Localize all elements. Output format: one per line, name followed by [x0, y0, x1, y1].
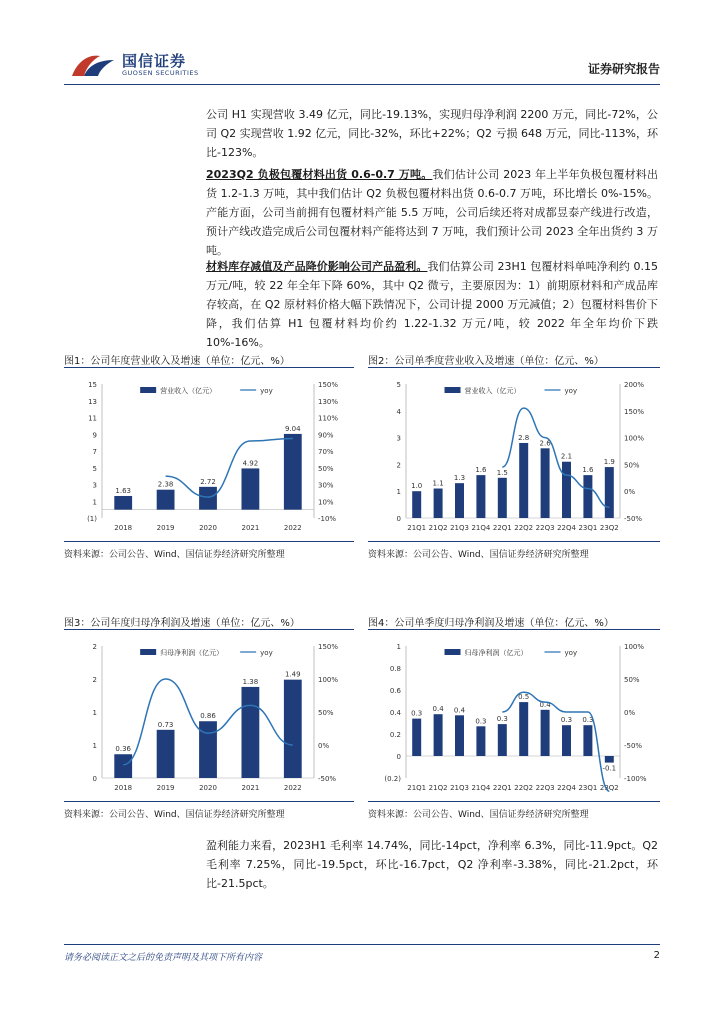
- x-tick-label: 22Q1: [492, 784, 512, 792]
- bar: [583, 475, 592, 518]
- y-tick-label: 3: [396, 434, 401, 443]
- logo-mark-icon: [70, 50, 116, 80]
- legend-bar-swatch: [140, 649, 156, 655]
- y-tick-label: 5: [396, 381, 401, 389]
- y-tick-label: 1: [92, 709, 97, 717]
- paragraph-3-text: 我们估算公司 23H1 包覆材料单吨净利约 0.15 万元/吨，较 22 年全年下降 60%，其中 Q2 微亏，主要原因为：1）前期原材料和产成品库存较高，在 Q2 原材料价格大幅下跌情况下，公司计提 2000 万元减值；2）包覆材料售价下降，我们估算 H1 包覆材料均价约 1.22-1.32 万元/吨，较 2022 年全年均价下跌 10%-16%。: [206, 260, 659, 349]
- bar: [114, 496, 132, 510]
- figure-2-rule: [368, 367, 660, 368]
- x-tick-label: 21Q3: [450, 524, 469, 532]
- figure-4-rule: [368, 629, 660, 630]
- x-tick-label: 21Q1: [407, 524, 427, 532]
- y-tick-label: 2: [92, 643, 97, 651]
- figure-1-title: 图1：公司年度营业收入及增速（单位：亿元、%）: [64, 356, 290, 367]
- figure-3-bottom-rule: [64, 801, 354, 802]
- bar: [519, 702, 528, 756]
- figure-4-title: 图4：公司单季度归母净利润及增速（单位：亿元、%）: [368, 618, 614, 629]
- bar: [157, 490, 175, 510]
- y-tick-label: 1: [92, 742, 97, 750]
- x-tick-label: 21Q4: [471, 524, 491, 532]
- y2-tick-label: 70%: [318, 448, 334, 456]
- x-tick-label: 2021: [241, 784, 260, 792]
- chart-annual-net-profit: [64, 632, 354, 800]
- bar: [541, 710, 550, 756]
- data-label: 2.8: [518, 433, 530, 442]
- y2-tick-label: 0%: [624, 709, 636, 717]
- figure-3-source: 资料来源：公司公告、Wind、国信证券经济研究所整理: [64, 810, 285, 820]
- y2-tick-label: 150%: [318, 381, 339, 389]
- bar: [562, 462, 571, 518]
- footer-divider: [64, 944, 660, 945]
- data-label: 0.3: [582, 716, 594, 725]
- paragraph-3: [206, 257, 658, 352]
- bar: [114, 754, 132, 778]
- figure-4-bottom-rule: [368, 801, 660, 802]
- y2-tick-label: 150%: [318, 643, 339, 651]
- chart-quarterly-net-profit: [368, 632, 660, 800]
- page-number: 2: [653, 950, 660, 961]
- legend-bar-label: 归母净利润（亿元）: [464, 649, 528, 657]
- y2-tick-label: -10%: [318, 515, 337, 523]
- bar: [583, 725, 592, 756]
- bar: [562, 725, 571, 756]
- y-tick-label: 2: [92, 676, 97, 684]
- legend-bar-swatch: [445, 649, 461, 655]
- data-label: 1.63: [115, 486, 131, 495]
- bar: [157, 730, 175, 778]
- x-tick-label: 2019: [156, 524, 175, 532]
- legend-bar-label: 营业收入（亿元）: [160, 387, 217, 395]
- y-tick-label: 1: [92, 498, 97, 507]
- bar: [284, 680, 302, 778]
- legend-bar-swatch: [445, 387, 461, 393]
- bar: [455, 715, 464, 756]
- data-label: 1.5: [496, 468, 508, 477]
- data-label: 0.4: [539, 700, 551, 709]
- data-label: 1.38: [242, 677, 259, 686]
- chart-annual-revenue: [64, 370, 354, 540]
- x-tick-label: 22Q4: [557, 524, 576, 532]
- paragraph-4: [206, 836, 658, 893]
- x-tick-label: 22Q3: [535, 784, 555, 792]
- data-label: 1.6: [582, 466, 594, 475]
- y2-tick-label: 10%: [318, 498, 334, 507]
- x-tick-label: 21Q2: [428, 784, 448, 792]
- paragraph-2-text: 我们估计公司 2023 年上半年负极包覆材料出货 1.2-1.3 万吨，其中我们估计 Q2 负极包覆材料出货 0.6-0.7 万吨，环比增长 0%-15%。产能方面，公司当前拥有包覆材料产能 5.5 万吨，公司后续还将对成都昱泰产线进行改造，预计产线改造完成后公司包覆材料产能将达到 7 万吨，我们预计公司 2023 全年出货约 3 万吨。: [206, 168, 658, 257]
- y-tick-label: 3: [92, 481, 97, 490]
- y-tick-label: 7: [92, 448, 97, 456]
- legend-bar-label: 营业收入（亿元）: [464, 387, 521, 395]
- bar: [241, 468, 259, 509]
- data-label: 1.0: [411, 482, 423, 491]
- y-tick-label: 0: [396, 753, 401, 761]
- y2-tick-label: 0%: [624, 488, 636, 497]
- x-tick-label: 23Q1: [578, 524, 598, 532]
- guosen-logo: [70, 50, 220, 80]
- bar: [498, 478, 507, 518]
- bar: [434, 489, 443, 518]
- x-tick-label: 2021: [241, 524, 260, 532]
- bar: [476, 475, 485, 518]
- data-label: 0.3: [560, 716, 573, 725]
- paragraph-3-heading: 材料库存减值及产品降价影响公司产品盈利。: [206, 260, 428, 273]
- paragraph-2-heading: 2023Q2 负极包覆材料出货 0.6-0.7 万吨。: [206, 168, 433, 181]
- x-tick-label: 22Q1: [492, 524, 512, 532]
- y-tick-label: 0.2: [389, 731, 401, 739]
- figure-1-bottom-rule: [64, 541, 354, 542]
- data-label: 1.49: [285, 670, 301, 679]
- x-tick-label: 2022: [283, 784, 302, 792]
- figure-3-title: 图3：公司年度归母净利润及增速（单位：亿元、%）: [64, 618, 300, 629]
- figure-2-title: 图2：公司单季度营业收入及增速（单位：亿元、%）: [368, 356, 604, 367]
- legend-line-label: yoy: [564, 387, 578, 395]
- disclaimer-note: 请务必阅读正文之后的免责声明及其项下所有内容: [64, 953, 263, 963]
- x-tick-label: 2020: [199, 524, 217, 532]
- bar: [605, 467, 614, 518]
- x-tick-label: 21Q3: [450, 784, 469, 792]
- legend-line-label: yoy: [564, 649, 578, 657]
- y-tick-label: 0.6: [389, 687, 401, 695]
- y-tick-label: 11: [88, 414, 97, 423]
- bar: [498, 724, 507, 756]
- x-tick-label: 21Q2: [428, 524, 448, 532]
- data-label: 0.4: [432, 705, 444, 714]
- data-label: 2.6: [539, 439, 551, 448]
- data-label: 0.36: [115, 745, 131, 754]
- data-label: 2.38: [157, 480, 174, 489]
- figure-2-bottom-rule: [368, 541, 660, 542]
- legend-bar-label: 归母净利润（亿元）: [160, 649, 224, 657]
- figure-1-rule: [64, 367, 354, 368]
- data-label: 1.3: [453, 474, 466, 483]
- y-tick-label: 13: [88, 397, 97, 406]
- x-tick-label: 2020: [199, 784, 217, 792]
- data-label: 1.9: [603, 458, 615, 467]
- paragraph-1: [206, 105, 658, 162]
- figure-1-source: 资料来源：公司公告、Wind、国信证券经济研究所整理: [64, 550, 285, 560]
- x-tick-label: 23Q1: [578, 784, 598, 792]
- data-label: 0.5: [518, 693, 530, 702]
- legend-line-label: yoy: [260, 387, 273, 395]
- legend-line-label: yoy: [260, 649, 273, 657]
- bar: [199, 721, 217, 778]
- yoy-line: [502, 692, 609, 791]
- bar: [412, 719, 421, 756]
- data-label: 9.04: [285, 424, 301, 433]
- x-tick-label: 2019: [156, 784, 175, 792]
- y-tick-label: (0.2): [384, 775, 401, 783]
- bar: [605, 756, 614, 763]
- y2-tick-label: 150%: [624, 407, 645, 416]
- data-label: 0.4: [453, 706, 466, 715]
- data-label: 0.3: [496, 715, 508, 724]
- y2-tick-label: 50%: [318, 709, 334, 717]
- figure-3-rule: [64, 629, 354, 630]
- y2-tick-label: 50%: [624, 676, 640, 684]
- chart-quarterly-revenue: [368, 370, 660, 540]
- y2-tick-label: -100%: [624, 775, 647, 783]
- y-tick-label: 1: [396, 488, 401, 497]
- y2-tick-label: 200%: [624, 381, 645, 389]
- yoy-line: [502, 408, 609, 507]
- legend-bar-swatch: [140, 387, 156, 393]
- x-tick-label: 21Q1: [407, 784, 427, 792]
- y2-tick-label: 100%: [624, 434, 645, 443]
- y-tick-label: 4: [396, 407, 401, 416]
- y-tick-label: 2: [396, 461, 401, 470]
- y2-tick-label: 50%: [318, 464, 334, 473]
- x-tick-label: 21Q4: [471, 784, 491, 792]
- y2-tick-label: 100%: [624, 643, 645, 651]
- bar: [541, 448, 550, 518]
- y-tick-label: 1: [396, 643, 401, 651]
- figure-4-source: 资料来源：公司公告、Wind、国信证券经济研究所整理: [368, 810, 589, 820]
- y-tick-label: 0: [92, 775, 97, 783]
- page-header: [64, 50, 660, 80]
- data-label: 0.3: [411, 709, 423, 718]
- logo-english: GUOSEN SECURITIES: [122, 69, 199, 77]
- x-tick-label: 23Q2: [599, 784, 619, 792]
- data-label: -0.1: [602, 764, 617, 773]
- y2-tick-label: 130%: [318, 397, 339, 406]
- yoy-line: [166, 438, 293, 497]
- y2-tick-label: -50%: [624, 742, 643, 750]
- y-tick-label: 15: [88, 381, 97, 389]
- x-tick-label: 22Q2: [514, 784, 534, 792]
- data-label: 2.1: [560, 452, 573, 461]
- x-tick-label: 22Q4: [557, 784, 576, 792]
- x-tick-label: 2018: [114, 524, 133, 532]
- y2-tick-label: 100%: [318, 676, 339, 684]
- paragraph-1-text: 公司 H1 实现营收 3.49 亿元，同比-19.13%，实现归母净利润 2200 万元，同比-72%，公司 Q2 实现营收 1.92 亿元，同比-32%，环比+22%；Q2 亏损 648 万元，同比-113%，环比-123%。: [206, 108, 658, 159]
- y2-tick-label: -50%: [318, 775, 337, 783]
- y-tick-label: 9: [92, 431, 97, 440]
- y2-tick-label: 0%: [318, 742, 330, 750]
- y-tick-label: 5: [92, 464, 97, 473]
- bar: [199, 487, 217, 510]
- data-label: 1.1: [432, 479, 444, 488]
- x-tick-label: 22Q3: [535, 524, 555, 532]
- bar: [434, 714, 443, 756]
- y2-tick-label: -50%: [624, 515, 643, 523]
- bar: [455, 483, 464, 518]
- y-tick-label: (1): [87, 515, 97, 523]
- y-tick-label: 0.8: [389, 665, 401, 673]
- header-divider: [64, 84, 660, 85]
- paragraph-2: [206, 165, 658, 260]
- data-label: 4.92: [242, 459, 259, 468]
- y-tick-label: 0: [396, 515, 401, 523]
- y2-tick-label: 110%: [318, 414, 339, 423]
- figure-2-source: 资料来源：公司公告、Wind、国信证券经济研究所整理: [368, 550, 589, 560]
- bar: [241, 687, 259, 778]
- logo-chinese: 国信证券: [122, 52, 187, 70]
- document-type: 证券研究报告: [587, 62, 660, 76]
- y2-tick-label: 30%: [318, 481, 334, 490]
- y2-tick-label: 90%: [318, 431, 334, 440]
- data-label: 0.86: [200, 712, 216, 721]
- data-label: 2.72: [200, 477, 216, 486]
- y-tick-label: 0.4: [389, 709, 401, 717]
- bar: [412, 491, 421, 518]
- y2-tick-label: 50%: [624, 461, 640, 470]
- data-label: 0.73: [157, 720, 174, 729]
- x-tick-label: 23Q2: [599, 524, 619, 532]
- paragraph-4-text: 盈利能力来看，2023H1 毛利率 14.74%，同比-14pct，净利率 6.3%，同比-11.9pct。Q2 毛利率 7.25%，同比-19.5pct，环比-16.7pct，Q2 净利率-3.38%，同比-21.2pct，环比-21.5pct。: [206, 839, 658, 890]
- data-label: 1.6: [475, 466, 487, 475]
- data-label: 0.3: [475, 717, 487, 726]
- x-tick-label: 22Q2: [514, 524, 534, 532]
- bar: [519, 443, 528, 518]
- x-tick-label: 2022: [283, 524, 302, 532]
- bar: [284, 434, 302, 510]
- x-tick-label: 2018: [114, 784, 133, 792]
- bar: [476, 726, 485, 756]
